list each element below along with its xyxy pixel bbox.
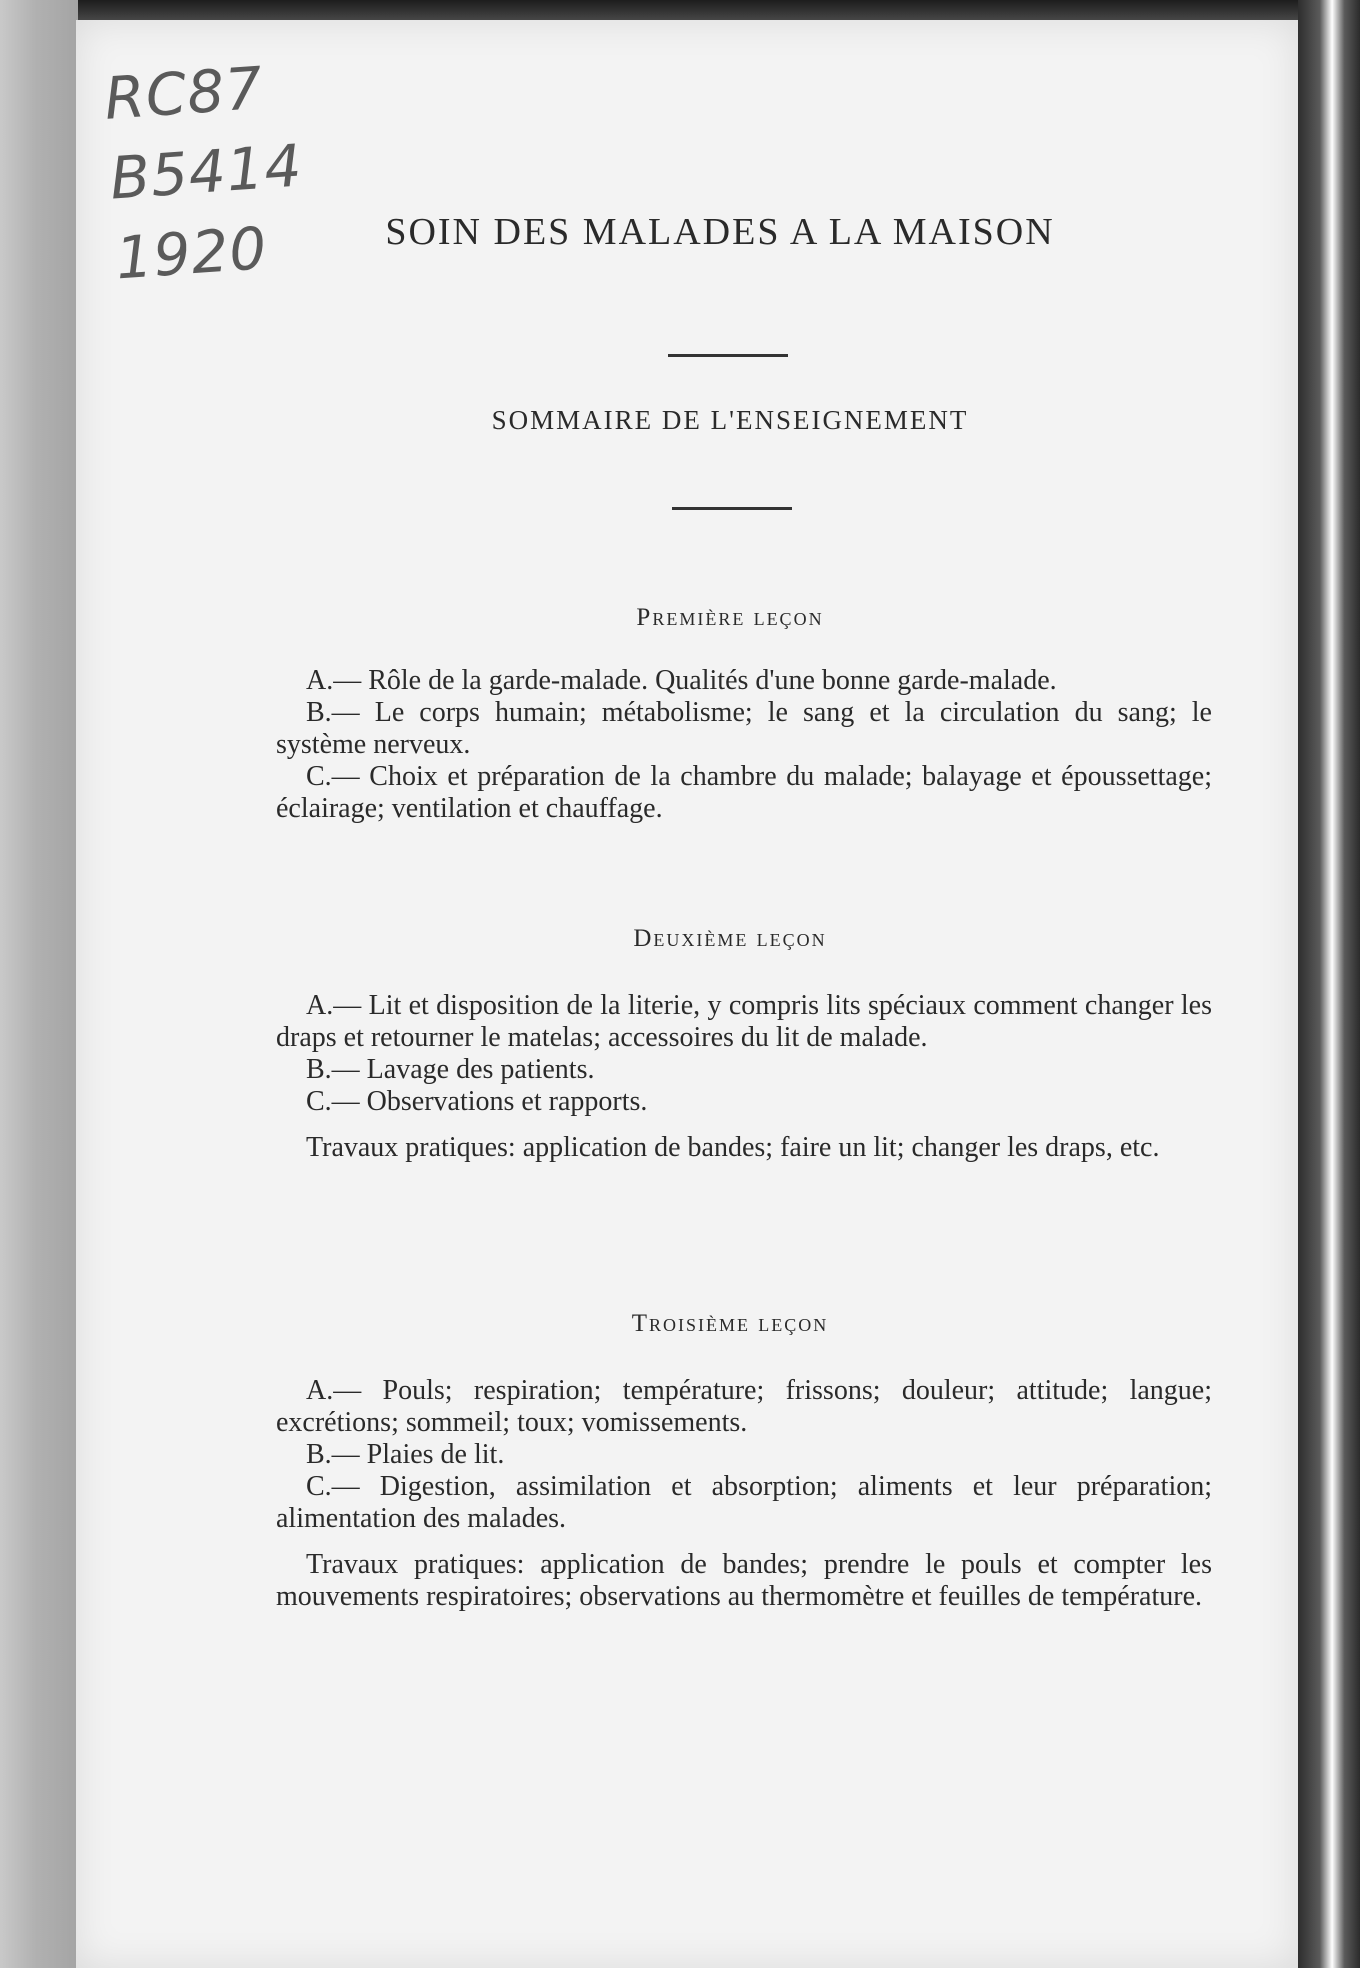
- lesson-heading: Deuxième leçon: [633, 925, 827, 952]
- lesson-item: Travaux pratiques: application de bandes; faire un lit; changer les draps, etc.: [306, 1132, 1160, 1163]
- lesson-content: [276, 990, 1212, 1164]
- lesson-heading: Première leçon: [636, 604, 824, 631]
- scan-top-edge: [0, 0, 1360, 22]
- scan-left-margin: [0, 0, 78, 1968]
- lesson-item: C.— Digestion, assimilation et absorption; aliments et leur préparation; alimentation des malades.: [276, 1471, 1212, 1534]
- lesson-item: A.— Lit et disposition de la literie, y compris lits spéciaux comment changer les draps et retourner le matelas; accessoires du lit de malade.: [276, 990, 1212, 1053]
- lesson-content: [276, 1375, 1212, 1613]
- book-gutter: [1298, 0, 1360, 1968]
- call-number-line: RC87: [102, 53, 266, 133]
- lesson-item: A.— Pouls; respiration; température; frissons; douleur; attitude; langue; excrétions; sommeil; toux; vomissements.: [276, 1375, 1212, 1438]
- lesson-item: B.— Plaies de lit.: [306, 1439, 505, 1470]
- page-subtitle: SOMMAIRE DE L'ENSEIGNEMENT: [491, 405, 969, 435]
- lesson-item: Travaux pratiques: application de bandes; prendre le pouls et compter les mouvements respiratoires; observations au thermomètre et feuilles de température.: [276, 1549, 1212, 1612]
- page-title: SOIN DES MALADES A LA MAISON: [385, 211, 1055, 253]
- lesson-item: A.— Rôle de la garde-malade. Qualités d'une bonne garde-malade.: [306, 665, 1057, 696]
- call-number-line: B5414: [107, 131, 305, 213]
- lesson-item: B.— Le corps humain; métabolisme; le sang et la circulation du sang; le système nerveux.: [276, 697, 1212, 760]
- lesson-item: B.— Lavage des patients.: [306, 1054, 595, 1085]
- title-divider: [668, 354, 788, 357]
- lesson-item: C.— Choix et préparation de la chambre du malade; balayage et époussettage; éclairage; ventilation et chauffage.: [276, 761, 1212, 824]
- lesson-item: C.— Observations et rapports.: [306, 1086, 648, 1117]
- call-number-line: 1920: [113, 214, 270, 293]
- lesson-content: [276, 665, 1212, 825]
- handwritten-call-number: [102, 46, 311, 299]
- subtitle-divider: [672, 507, 792, 510]
- lesson-heading: Troisième leçon: [631, 1310, 829, 1337]
